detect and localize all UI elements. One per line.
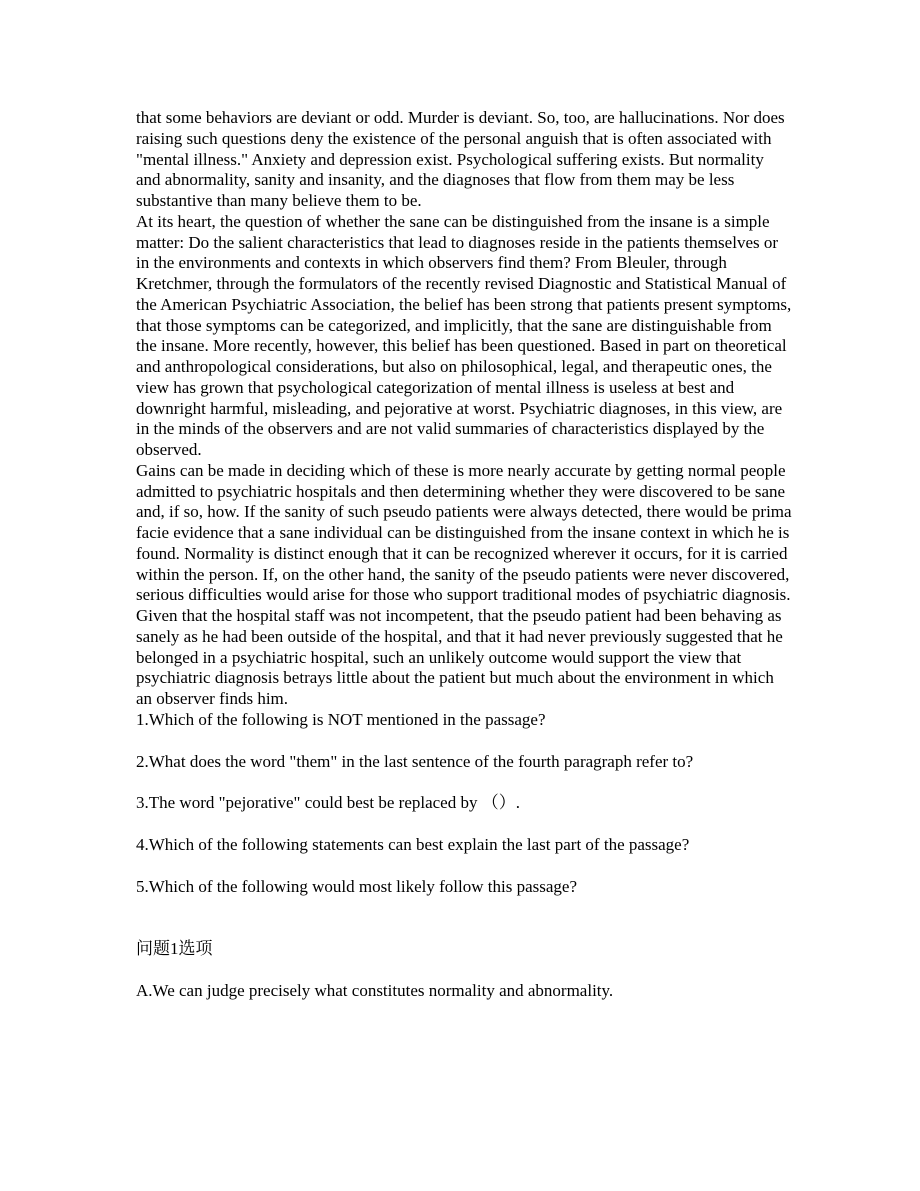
passage-paragraph-2: At its heart, the question of whether the sane can be distinguished from the insane is a simple matter: Do the salient characteristics that lead to diagnoses reside in the patients themselves or in the environments and contexts in which observers find them? From Bleuler, through Kretchmer, through the formulators of the recently revised Diagnostic and Statistical Manual of the American Psychiatric Association, the belief has been strong that patients present symptoms, that those symptoms can be categorized, and implicitly, that the sane are distinguishable from the insane. More recently, however, this belief has been questioned. Based in part on theoretical and anthropological considerations, but also on philosophical, legal, and therapeutic ones, the view has grown that psychological categorization of mental illness is useless at best and downright harmful, misleading, and pejorative at worst. Psychiatric diagnoses, in this view, are in the minds of the observers and are not valid summaries of characteristics displayed by the observed. xyxy=(136,211,792,459)
question-3: 3.The word "pejorative" could best be replaced by （）. xyxy=(136,793,520,813)
question-1: 1.Which of the following is NOT mentioned in the passage? xyxy=(136,709,546,729)
document-page xyxy=(136,108,792,1002)
options-section xyxy=(136,939,792,1003)
options-heading: 问题1选项 xyxy=(136,938,213,958)
question-2: 2.What does the word "them" in the last sentence of the fourth paragraph refer to? xyxy=(136,751,694,771)
option-a: A.We can judge precisely what constitutes normality and abnormality. xyxy=(136,981,614,1001)
passage-paragraph-3: Gains can be made in deciding which of these is more nearly accurate by getting normal people admitted to psychiatric hospitals and then determining whether they were discovered to be sane and, if so, how. If the sanity of such pseudo patients were always detected, there would be prima facie evidence that a sane individual can be distinguished from the insane context in which he is found. Normality is distinct enough that it can be recognized wherever it occurs, for it is carried within the person. If, on the other hand, the sanity of the pseudo patients were never discovered, serious difficulties would arise for those who support traditional modes of psychiatric diagnosis. Given that the hospital staff was not incompetent, that the pseudo patient had been behaving as sanely as he had been outside of the hospital, and that it had never previously suggested that he belonged in a psychiatric hospital, such an unlikely outcome would support the view that psychiatric diagnosis betrays little about the patient but much about the environment in which an observer finds him. xyxy=(136,460,792,708)
question-4: 4.Which of the following statements can best explain the last part of the passage? xyxy=(136,835,690,854)
question-5: 5.Which of the following would most likely follow this passage? xyxy=(136,876,577,896)
question-list xyxy=(136,710,792,898)
passage xyxy=(136,108,792,710)
passage-paragraph-1: that some behaviors are deviant or odd. Murder is deviant. So, too, are hallucinations. Nor does raising such questions deny the existence of the personal anguish that is often associated with "mental illness." Anxiety and depression exist. Psychological suffering exists. But normality and abnormality, sanity and insanity, and the diagnoses that flow from them may be less substantive than many believe them to be. xyxy=(136,108,785,210)
